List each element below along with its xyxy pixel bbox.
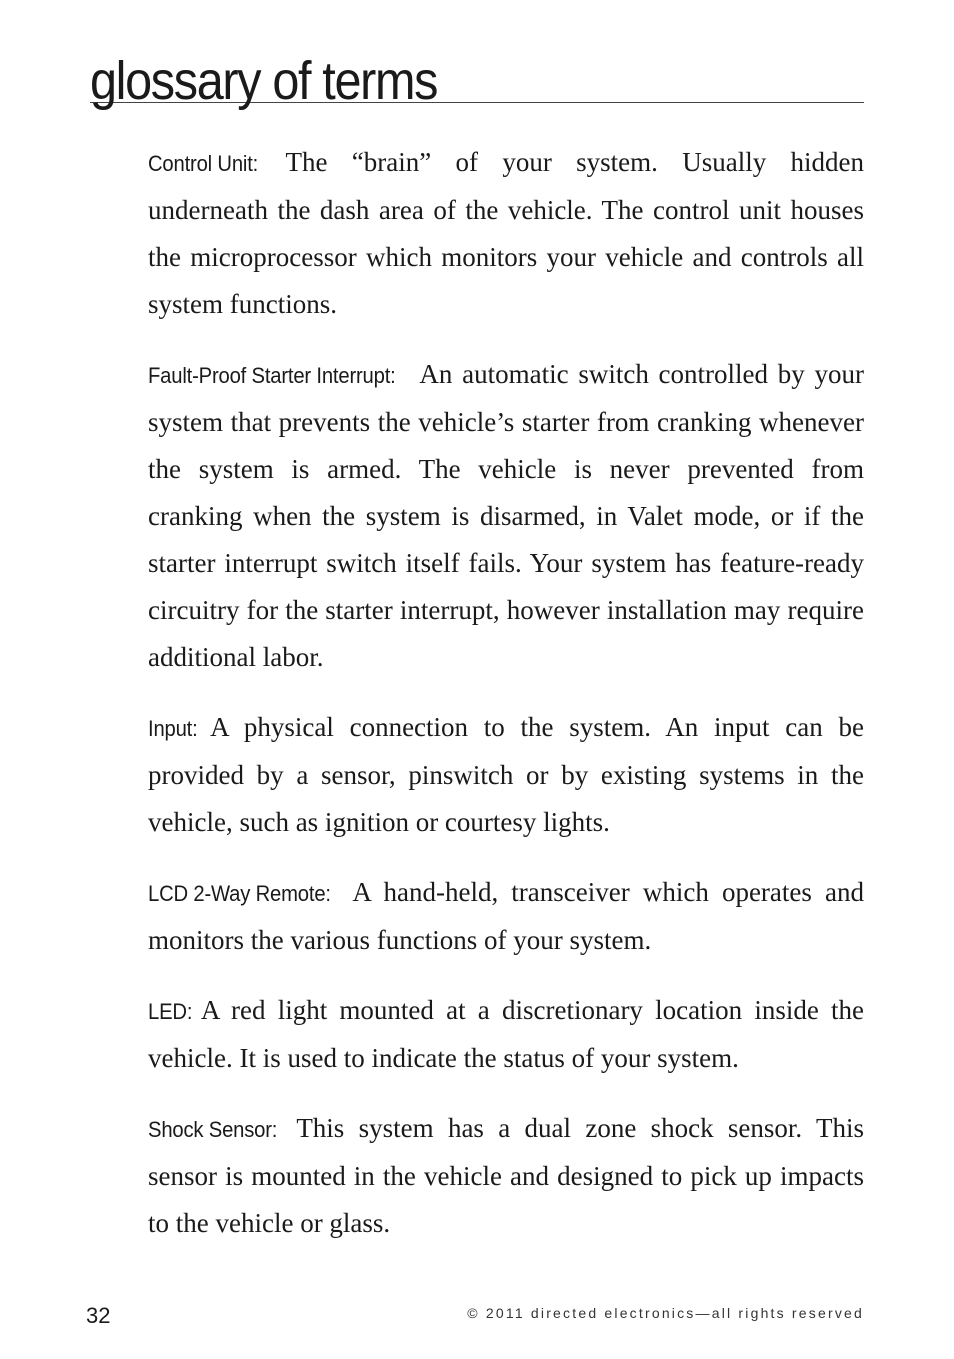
glossary-term: LED: [148, 999, 193, 1024]
glossary-entry-control-unit [148, 139, 864, 328]
glossary-entry-input [148, 704, 864, 846]
glossary-definition: This system has a dual zone shock sensor. This sensor is mounted in the vehicle and designed to pick up impacts to the vehicle or glass. [148, 1113, 864, 1238]
glossary-entry-shock-sensor [148, 1105, 864, 1247]
glossary-definition: A red light mounted at a discretionary location inside the vehicle. It is used to indicate the status of your system. [148, 995, 864, 1073]
glossary-definition: A physical connection to the system. An input can be provided by a sensor, pinswitch or by existing systems in the vehicle, such as ignition or courtesy lights. [148, 712, 864, 837]
glossary-entry-led [148, 987, 864, 1082]
page-title: glossary of terms [90, 51, 438, 111]
glossary-list [148, 139, 864, 1270]
page-header [90, 51, 864, 111]
glossary-term: Control Unit: [148, 151, 259, 176]
glossary-term: Fault-Proof Starter Interrupt: [148, 363, 396, 388]
copyright-notice: © 2011 directed electronics—all rights reserved [467, 1305, 864, 1321]
glossary-term: Input: [148, 716, 198, 741]
glossary-term: Shock Sensor: [148, 1117, 278, 1142]
glossary-entry-lcd-remote [148, 869, 864, 964]
page-number: 32 [86, 1303, 111, 1328]
glossary-term: LCD 2-Way Remote: [148, 881, 331, 906]
glossary-definition: An automatic switch controlled by your system that prevents the vehicle’s starter from cranking whenever the system is armed. The vehicle is never prevented from cranking when the system is disarmed, in Valet mode, or if the starter interrupt switch itself fails. Your system has feature-ready circuitry for the starter interrupt, however installation may require additional labor. [148, 359, 865, 672]
glossary-entry-starter-interrupt [148, 351, 864, 681]
glossary-definition: A hand-held, transceiver which operates and monitors the various functions of your system. [148, 877, 864, 955]
glossary-definition: The “brain” of your system. Usually hidden underneath the dash area of the vehicle. The control unit houses the microprocessor which monitors your vehicle and controls all system functions. [148, 147, 864, 319]
